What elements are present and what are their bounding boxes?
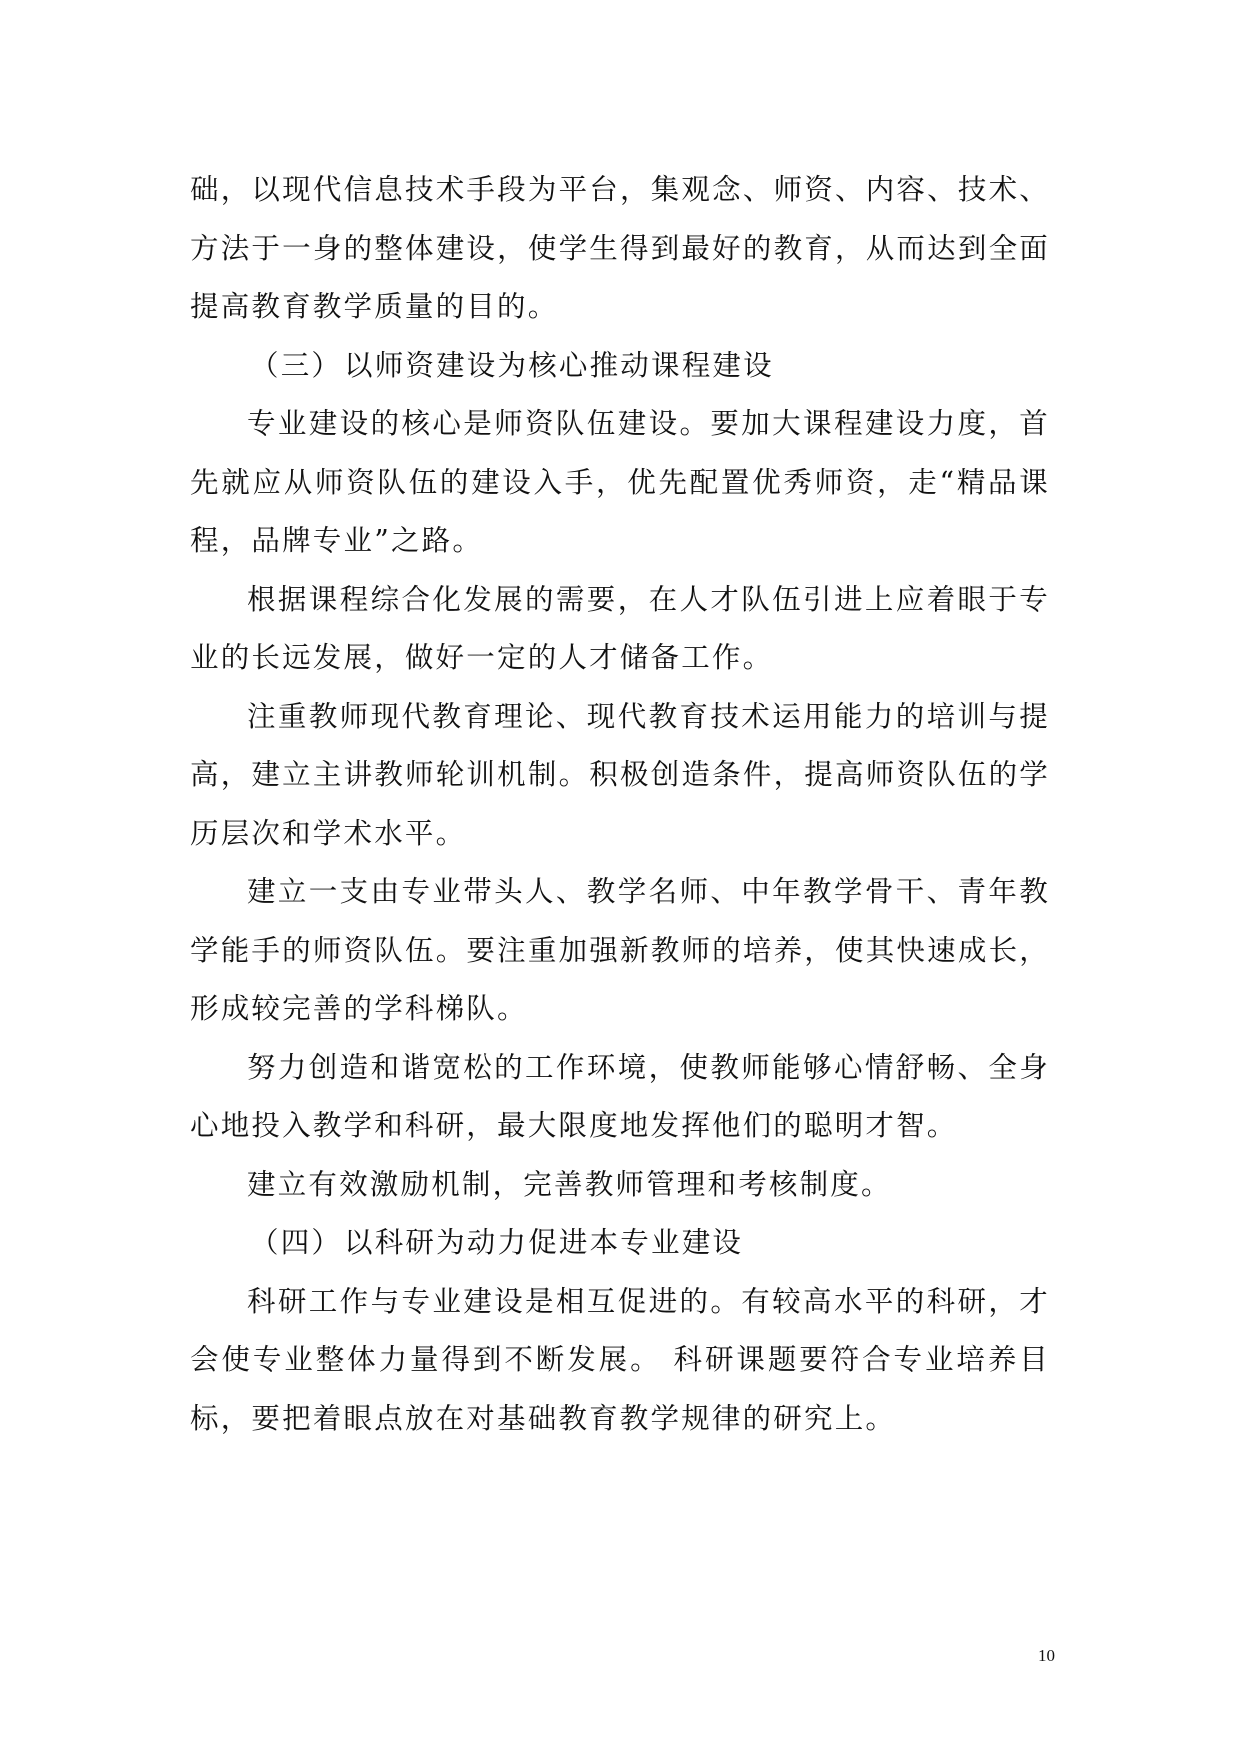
body-paragraph: 根据课程综合化发展的需要，在人才队伍引进上应着眼于专业的长远发展，做好一定的人才储备工作。 (190, 582, 1050, 674)
body-paragraph: 专业建设的核心是师资队伍建设。要加大课程建设力度，首先就应从师资队伍的建设入手，优先配置优秀师资，走“精品课程，品牌专业”之路。 (190, 407, 1050, 557)
section-heading-4 (190, 1214, 1050, 1273)
section-heading-3 (190, 337, 1050, 396)
page-number: 10 (1038, 1646, 1055, 1665)
section-title: 以科研为动力促进本专业建设 (344, 1226, 744, 1259)
document-body (190, 161, 1050, 1448)
section-number: （四） (250, 1226, 343, 1259)
section-number: （三） (250, 348, 343, 382)
body-paragraph: 科研工作与专业建设是相互促进的。有较高水平的科研，才会使专业整体力量得到不断发展。 科研课题要符合专业培养目标，要把着眼点放在对基础教育教学规律的研究上。 (190, 1284, 1050, 1435)
body-paragraph: 努力创造和谐宽松的工作环境，使教师能够心情舒畅、全身心地投入教学和科研，最大限度地发挥他们的聪明才智。 (190, 1050, 1050, 1142)
body-paragraph: 注重教师现代教育理论、现代教育技术运用能力的培训与提高，建立主讲教师轮训机制。积极创造条件，提高师资队伍的学历层次和学术水平。 (190, 699, 1050, 850)
body-paragraph: 建立一支由专业带头人、教学名师、中年教学骨干、青年教学能手的师资队伍。要注重加强新教师的培养，使其快速成长，形成较完善的学科梯队。 (190, 875, 1050, 1025)
body-paragraph: 建立有效激励机制，完善教师管理和考核制度。 (247, 1167, 892, 1201)
continuation-paragraph: 础，以现代信息技术手段为平台，集观念、师资、内容、技术、方法于一身的整体建设，使学生得到最好的教育，从而达到全面提高教育教学质量的目的。 (190, 173, 1050, 323)
section-title: 以师资建设为核心推动课程建设 (344, 348, 774, 382)
